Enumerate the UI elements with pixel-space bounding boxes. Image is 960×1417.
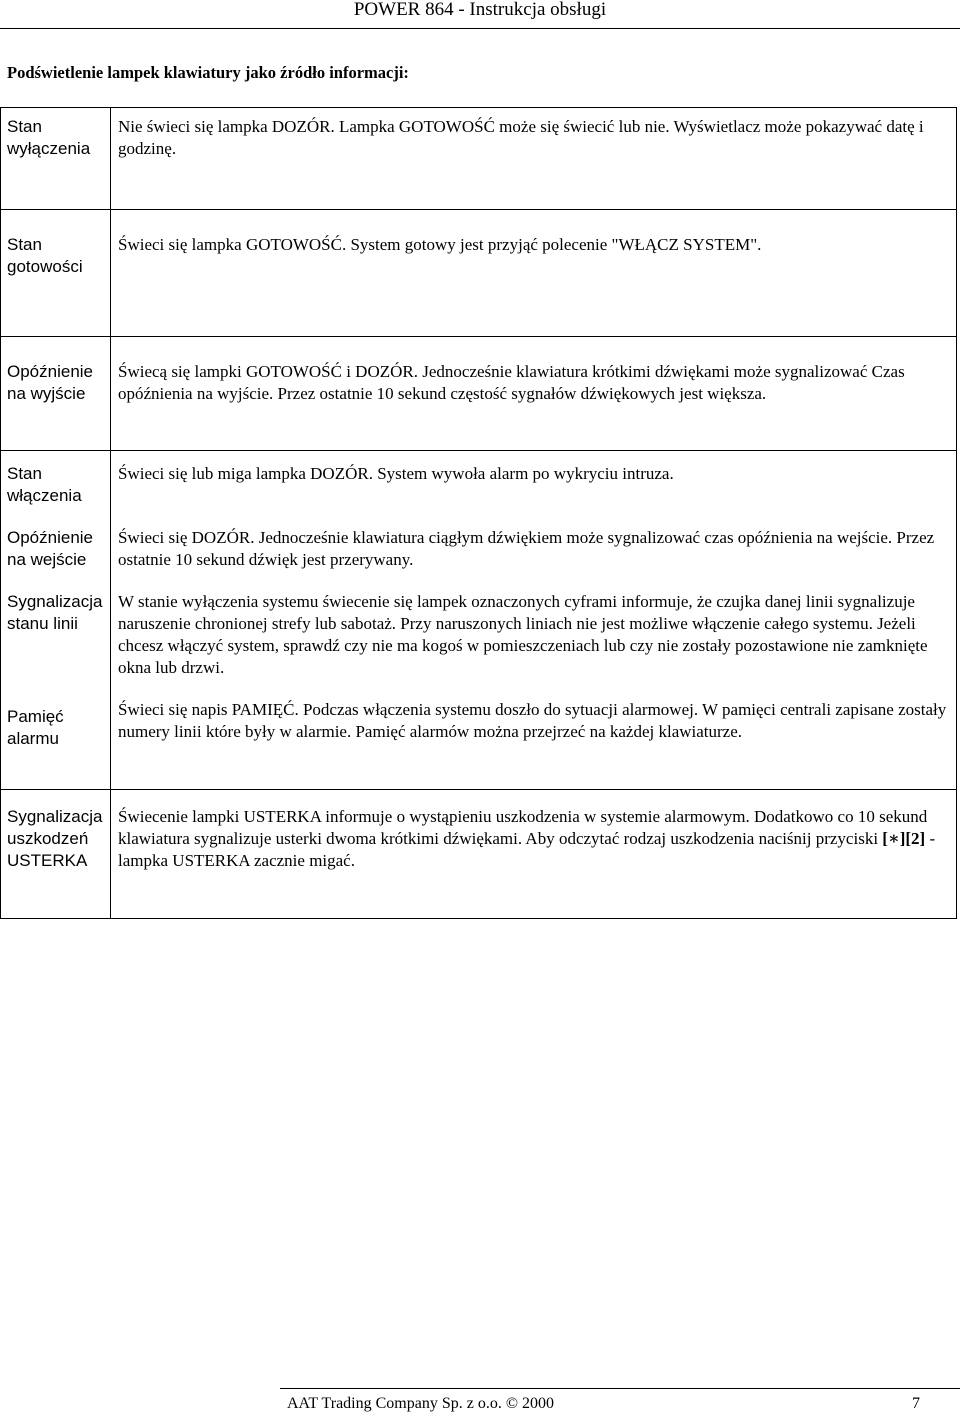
row-label-line: uszkodzeń <box>7 829 89 848</box>
row-label-line: Sygnalizacja <box>7 807 103 826</box>
row-label-line: stanu linii <box>7 614 78 633</box>
row-description: Nie świeci się lampka DOZÓR. Lampka GOTOWOŚĆ może się świecić lub nie. Wyświetlacz może pokazywać datę i godzinę. <box>111 108 957 209</box>
row-label-line: Stan <box>7 235 42 254</box>
footer-divider <box>280 1388 960 1389</box>
combo-label <box>7 463 110 507</box>
row-label-line: Pamięć <box>7 707 64 726</box>
table-row <box>1 337 957 451</box>
combo-description: Świeci się DOZÓR. Jednocześnie klawiatura ciągłym dźwiękiem może sygnalizować czas opóźnienia na wejście. Przez ostatnie 10 sekund dźwięk jest przerywany. <box>118 528 935 569</box>
document-header <box>0 0 960 19</box>
row-label-line: gotowości <box>7 257 83 276</box>
row-label-line: Stan <box>7 464 42 483</box>
header-divider <box>0 28 960 29</box>
combo-label <box>7 591 110 635</box>
row-label-line: na wyjście <box>7 384 86 403</box>
row-label <box>1 451 111 789</box>
description-text: Świecenie lampki USTERKA informuje o wystąpieniu uszkodzenia w systemie alarmowym. Dodatkowo co 10 sekund klawiatura sygnalizuje usterki dwoma krótkimi dźwiękami. Aby odczytać rodzaj uszkodzenia naciśnij przyciski <box>118 807 928 848</box>
row-description: Świeci się lampka GOTOWOŚĆ. System gotowy jest przyjąć polecenie "WŁĄCZ SYSTEM". <box>111 210 957 336</box>
row-label-line: na wejście <box>7 550 87 569</box>
row-description: Świecą się lampki GOTOWOŚĆ i DOZÓR. Jednocześnie klawiatura krótkimi dźwiękami może sygnalizować Czas opóźnienia na wyjście. Przez ostatnie 10 sekund częstość sygnałów dźwiękowych jest większa. <box>111 337 957 450</box>
row-label <box>1 790 111 918</box>
document-title: POWER 864 - Instrukcja obsługi <box>353 0 607 20</box>
row-label <box>1 108 111 209</box>
table-row <box>1 108 957 210</box>
row-label-line: Sygnalizacja <box>7 592 103 611</box>
description-text: - lampka USTERKA zacznie migać. <box>118 829 936 870</box>
row-label <box>1 210 111 336</box>
combo-label <box>7 527 110 571</box>
table-row <box>1 451 957 790</box>
row-label-line: USTERKA <box>7 851 88 870</box>
row-label <box>1 337 111 450</box>
row-label-line: włączenia <box>7 486 82 505</box>
combo-label <box>7 706 110 750</box>
row-label-line: alarmu <box>7 729 59 748</box>
row-label-line: Opóźnienie <box>7 362 94 381</box>
row-label-line: wyłączenia <box>7 139 91 158</box>
key-combination: [∗][2] <box>882 829 926 848</box>
section-title: Podświetlenie lampek klawiatury jako źródło informacji: <box>7 63 409 82</box>
combo-description: Świeci się lub miga lampka DOZÓR. System wywoła alarm po wykryciu intruza. <box>118 464 674 483</box>
page-number: 7 <box>912 1395 920 1412</box>
row-label-line: Stan <box>7 117 42 136</box>
row-label-line: Opóźnienie <box>7 528 94 547</box>
row-description <box>111 790 957 918</box>
footer-company: AAT Trading Company Sp. z o.o. © 2000 <box>287 1395 554 1412</box>
combo-description: Świeci się napis PAMIĘĆ. Podczas włączenia systemu doszło do sytuacji alarmowej. W pamięci centrali zapisane zostały numery linii które były w alarmie. Pamięć alarmów można przejrzeć na każdej klawiaturze. <box>118 700 947 741</box>
table-row <box>1 790 957 919</box>
row-description <box>111 451 957 789</box>
indicator-table <box>0 107 957 919</box>
table-row <box>1 210 957 337</box>
combo-description: W stanie wyłączenia systemu świecenie się lampek oznaczonych cyframi informuje, że czujka danej linii sygnalizuje naruszenie chronionej strefy lub sabotaż. Przy naruszonych liniach nie jest możliwe włączenie całego systemu. Jeżeli chcesz włączyć system, sprawdź czy nie ma kogoś w pomieszczeniach lub czy nie zostały pozostawione nie zamknięte okna lub drzwi. <box>118 592 928 677</box>
